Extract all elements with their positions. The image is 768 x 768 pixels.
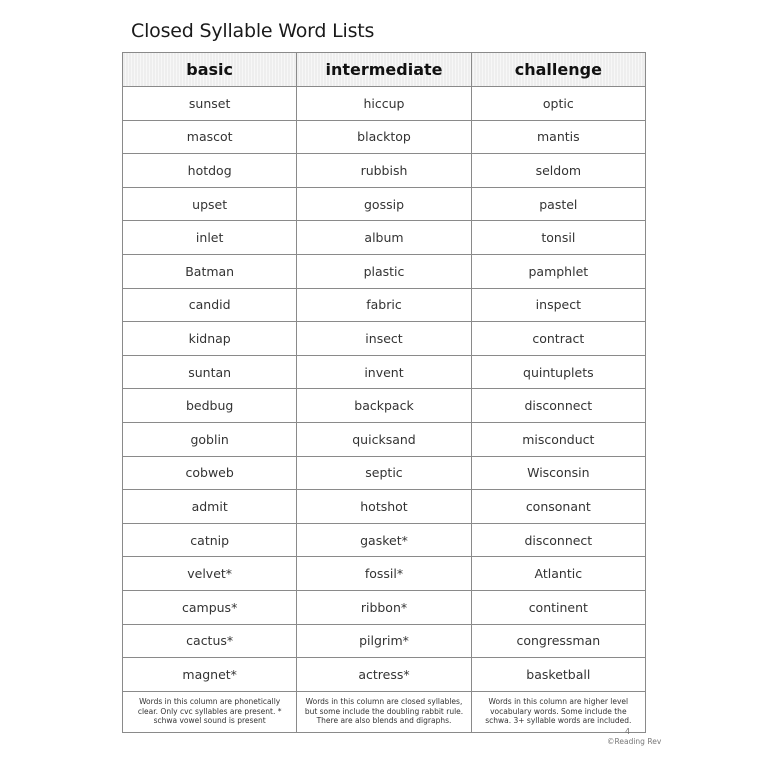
word-cell-basic: hotdog (123, 154, 297, 188)
word-cell-basic: mascot (123, 120, 297, 154)
word-cell-intermediate: septic (297, 456, 471, 490)
table-body (123, 87, 646, 733)
word-cell-challenge: mantis (471, 120, 645, 154)
word-cell-challenge: misconduct (471, 422, 645, 456)
word-cell-challenge: tonsil (471, 221, 645, 255)
word-cell-challenge: optic (471, 87, 645, 121)
word-cell-challenge: pastel (471, 187, 645, 221)
column-note-intermediate: Words in this column are closed syllables, but some include the doubling rabbit rule. There are also blends and digraphs. (297, 691, 471, 732)
column-note-challenge: Words in this column are higher level vocabulary words. Some include the schwa. 3+ syllable words are included. (471, 691, 645, 732)
column-note-basic: Words in this column are phonetically clear. Only cvc syllables are present. * schwa vowel sound is present (123, 691, 297, 732)
table-row (123, 322, 646, 356)
table-row (123, 87, 646, 121)
word-cell-challenge: basketball (471, 658, 645, 692)
word-cell-challenge: Atlantic (471, 557, 645, 591)
word-cell-challenge: disconnect (471, 523, 645, 557)
word-list-table (122, 52, 646, 733)
word-cell-challenge: pamphlet (471, 254, 645, 288)
word-cell-challenge: quintuplets (471, 355, 645, 389)
word-cell-challenge: Wisconsin (471, 456, 645, 490)
word-cell-basic: inlet (123, 221, 297, 255)
word-cell-intermediate: fossil* (297, 557, 471, 591)
page-title: Closed Syllable Word Lists (131, 20, 375, 42)
word-cell-intermediate: backpack (297, 389, 471, 423)
table-row (123, 590, 646, 624)
page-number: 4 (625, 727, 631, 736)
word-cell-intermediate: album (297, 221, 471, 255)
word-cell-basic: bedbug (123, 389, 297, 423)
word-cell-intermediate: plastic (297, 254, 471, 288)
table-row (123, 523, 646, 557)
copyright-credit: ©Reading Rev (607, 737, 662, 746)
table-row (123, 221, 646, 255)
word-cell-basic: goblin (123, 422, 297, 456)
header-row (123, 53, 646, 87)
word-cell-basic: cobweb (123, 456, 297, 490)
table-row (123, 658, 646, 692)
table-row (123, 456, 646, 490)
column-header-basic: basic (123, 53, 297, 87)
word-cell-basic: sunset (123, 87, 297, 121)
word-cell-intermediate: gasket* (297, 523, 471, 557)
word-cell-intermediate: actress* (297, 658, 471, 692)
word-cell-basic: cactus* (123, 624, 297, 658)
word-cell-challenge: continent (471, 590, 645, 624)
column-header-challenge: challenge (471, 53, 645, 87)
table-row (123, 120, 646, 154)
word-cell-basic: admit (123, 490, 297, 524)
word-cell-intermediate: quicksand (297, 422, 471, 456)
word-cell-basic: Batman (123, 254, 297, 288)
notes-row (123, 691, 646, 732)
table-row (123, 187, 646, 221)
word-cell-intermediate: hiccup (297, 87, 471, 121)
table-row (123, 355, 646, 389)
word-cell-intermediate: hotshot (297, 490, 471, 524)
word-cell-intermediate: blacktop (297, 120, 471, 154)
word-cell-challenge: disconnect (471, 389, 645, 423)
word-cell-challenge: inspect (471, 288, 645, 322)
table-row (123, 154, 646, 188)
table-row (123, 490, 646, 524)
word-cell-basic: candid (123, 288, 297, 322)
table-row (123, 254, 646, 288)
word-cell-challenge: consonant (471, 490, 645, 524)
table-row (123, 624, 646, 658)
table-row (123, 288, 646, 322)
word-cell-basic: suntan (123, 355, 297, 389)
word-cell-basic: velvet* (123, 557, 297, 591)
table-row (123, 557, 646, 591)
word-cell-intermediate: fabric (297, 288, 471, 322)
word-cell-intermediate: insect (297, 322, 471, 356)
word-cell-challenge: seldom (471, 154, 645, 188)
word-cell-basic: campus* (123, 590, 297, 624)
word-cell-intermediate: ribbon* (297, 590, 471, 624)
word-cell-intermediate: rubbish (297, 154, 471, 188)
word-cell-intermediate: invent (297, 355, 471, 389)
table-row (123, 389, 646, 423)
word-cell-challenge: contract (471, 322, 645, 356)
word-cell-basic: magnet* (123, 658, 297, 692)
word-cell-basic: kidnap (123, 322, 297, 356)
column-header-intermediate: intermediate (297, 53, 471, 87)
table-row (123, 422, 646, 456)
word-cell-intermediate: gossip (297, 187, 471, 221)
word-cell-basic: upset (123, 187, 297, 221)
word-cell-intermediate: pilgrim* (297, 624, 471, 658)
word-cell-challenge: congressman (471, 624, 645, 658)
word-cell-basic: catnip (123, 523, 297, 557)
